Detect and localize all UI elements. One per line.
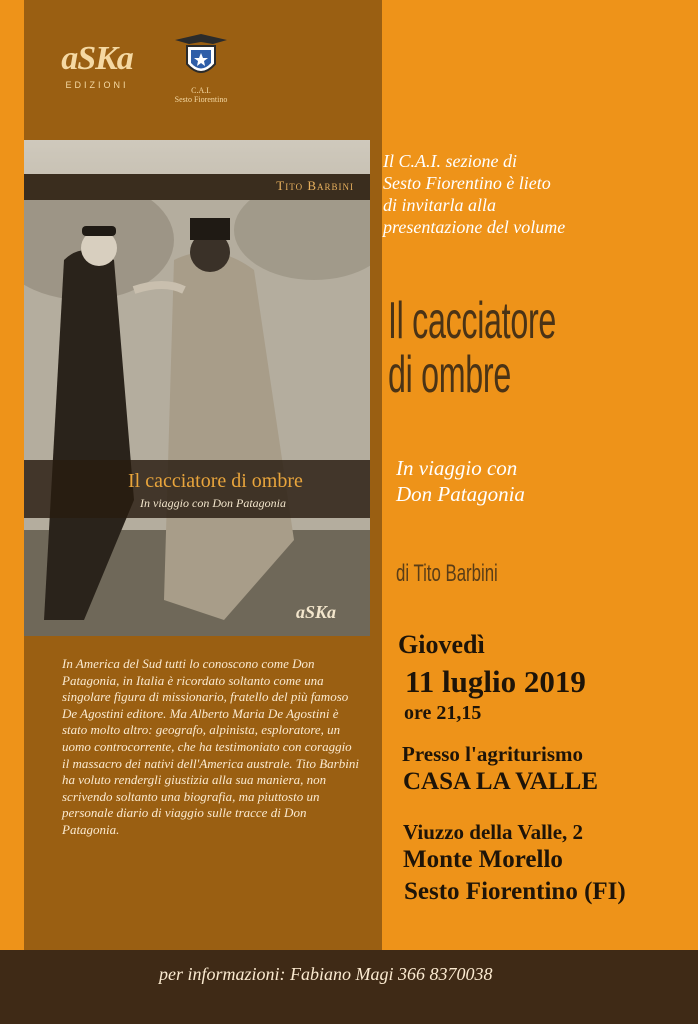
venue-place: Monte Morello xyxy=(403,846,563,873)
book-title-line-1: Il cacciatore xyxy=(388,292,556,350)
book-title-line-2: di ombre xyxy=(388,346,511,404)
invite-line-3: di invitarla alla xyxy=(383,195,497,215)
event-time: ore 21,15 xyxy=(404,702,482,724)
footer-info: per informazioni: Fabiano Magi 366 8370038 xyxy=(159,964,493,984)
book-subtitle xyxy=(396,455,525,507)
cover-subtitle: In viaggio con Don Patagonia xyxy=(140,496,286,510)
invite-line-4: presentazione del volume xyxy=(383,217,566,237)
book-title xyxy=(388,294,673,402)
aska-logo-brand: aSKa xyxy=(61,40,133,77)
venue-city: Sesto Fiorentino (FI) xyxy=(404,878,626,905)
venue-street: Viuzzo della Valle, 2 xyxy=(403,820,584,844)
invite-line-1: Il C.A.I. sezione di xyxy=(383,151,517,171)
event-day: Giovedì xyxy=(398,630,485,659)
book-byline: di Tito Barbini xyxy=(396,560,498,587)
venue-name: CASA LA VALLE xyxy=(403,768,598,795)
footer-bar xyxy=(0,950,698,1024)
book-subtitle-line-1: In viaggio con xyxy=(396,456,518,480)
cai-logo-line1: C.A.I. xyxy=(191,86,211,95)
cover-publisher-logo: aSKa xyxy=(296,602,337,622)
cai-emblem-icon xyxy=(173,30,229,84)
invite-line-2: Sesto Fiorentino è lieto xyxy=(383,173,551,193)
book-blurb: In America del Sud tutti lo conoscono come Don Patagonia, in Italia è ricordato soltanto come una singolare figura di missionario, fratello del più famoso De Agostini editore. Ma Alberto Maria De Agostini è stato molto altro: geografo, alpinista, esploratore, un uomo controcorrente, che ha testimoniato con coraggio il massacro dei nativi dell'America australe. Tito Barbini ha voluto rendergli giustizia alla sua maniera, non scrivendo soltanto una biografia, ma piuttosto un personale diario di viaggio sulle tracce di Don Patagonia. xyxy=(62,656,359,837)
aska-logo xyxy=(52,42,142,90)
event-date: 11 luglio 2019 xyxy=(405,664,586,699)
cai-logo xyxy=(166,30,236,104)
venue-prefix: Presso l'agriturismo xyxy=(402,742,584,766)
invitation-text xyxy=(383,150,683,238)
cover-author: Tito Barbini xyxy=(276,178,354,193)
cai-logo-line2: Sesto Fiorentino xyxy=(174,95,228,104)
book-cover xyxy=(24,140,370,636)
cover-title: Il cacciatore di ombre xyxy=(128,470,303,492)
book-subtitle-line-2: Don Patagonia xyxy=(396,482,525,506)
cover-photo xyxy=(24,200,370,636)
aska-logo-sub: EDIZIONI xyxy=(65,80,129,90)
